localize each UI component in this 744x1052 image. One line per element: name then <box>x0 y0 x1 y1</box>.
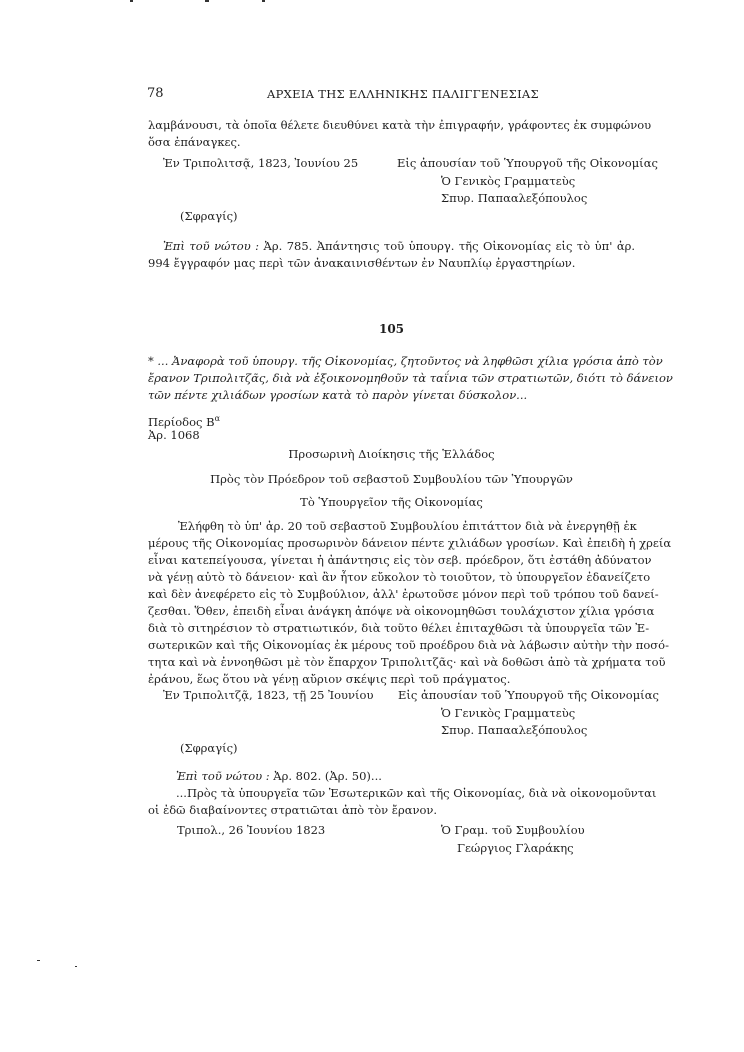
doc105-signer-title: Ὁ Γενικὸς Γραμματεὺς <box>441 706 576 720</box>
text-line: * ... Ἀναφορὰ τοῦ ὑπουργ. τῆς Οἰκονομίας, ζητοῦντος νὰ ληφθῶσι χίλια γρόσια ἀπὸ τὸν <box>148 354 663 368</box>
text-line: τητα καὶ νὰ ἐννοηθῶσι μὲ τὸν ἔπαρχον Τριπολιτζᾶς· καὶ νὰ δοθῶσι ἀπὸ τὰ χρήματα τοῦ <box>148 655 666 669</box>
doc105-summary <box>148 353 673 404</box>
text-line: μέρους τῆς Οἰκονομίας προσωρινὸν δάνειον πέντε χιλιάδων γροσίων. Καὶ ἐπειδὴ ἡ χρεία <box>148 536 672 550</box>
doc-ref: Ἀρ. 1068 <box>148 428 200 442</box>
text-line: ἐράνου, ἕως ὅτου νὰ γένῃ αὔριον σκέψις περὶ τοῦ πράγματος. <box>148 672 511 686</box>
verso-label: Ἐπὶ τοῦ νώτου : <box>163 239 260 253</box>
text-line: Ἐλήφθη τὸ ὑπ' ἀρ. 20 τοῦ σεβαστοῦ Συμβουλίου ἐπιτάττον διὰ νὰ ἐνεργηθῇ ἐκ <box>178 519 637 533</box>
doc105-seal: (Σφραγίς) <box>180 741 238 755</box>
doc105-verso <box>148 785 657 819</box>
text-line: ἔρανον Τριπολιτζᾶς, διὰ νὰ ἐξοικονομηθοῦν τὰ ταΐνια τῶν στρατιωτῶν, διότι τὸ δάνειον <box>148 371 673 385</box>
doc105-body <box>148 518 672 688</box>
text-line: νὰ γένῃ αὐτὸ τὸ δάνειον· καὶ ἂν ἦτον εὔκολον τὸ τοιοῦτον, τὸ ὑπουργεῖον ἐδανείζετο <box>148 570 651 584</box>
text-line: ὅσα ἐπάναγκες. <box>148 135 241 149</box>
text-line: καὶ δὲν ἀνεφέρετο εἰς τὸ Συμβούλιον, ἀλλ' ἐρωτοῦσε μόνον περὶ τοῦ τρόπου τοῦ δανεί- <box>148 587 659 601</box>
ministry: Τὸ Ὑπουργεῖον τῆς Οἰκονομίας <box>300 495 483 509</box>
doc104-verso <box>148 238 635 272</box>
scan-speck <box>37 960 40 961</box>
period-superscript: α <box>214 414 220 423</box>
text-line: εἶναι κατεπείγουσα, γίνεται ἡ ἀπάντησις εἰς τὸν σεβ. πρόεδρον, ὅτι ἐστάθη ἀδύνατον <box>148 553 652 567</box>
text-line: τῶν πέντε χιλιάδων γροσίων κατὰ τὸ παρὸν γίνεται δύσκολον... <box>148 388 528 402</box>
running-title: ΑΡΧΕΙΑ ΤΗΣ ΕΛΛΗΝΙΚΗΣ ΠΑΛΙΓΓΕΝΕΣΙΑΣ <box>267 87 539 101</box>
page-number: 78 <box>147 86 164 101</box>
text-line: ζεσθαι. Ὅθεν, ἐπειδὴ εἶναι ἀνάγκη ἀπόψε νὰ οἰκονομηθῶσι τουλάχιστον χίλια γρόσια <box>148 604 655 618</box>
text-line: οἱ ἐδῶ διαβαίνοντες στρατιῶται ἀπὸ τὸν ἔρανον. <box>148 803 438 817</box>
doc104-signer-title: Ὁ Γενικὸς Γραμματεὺς <box>441 174 576 188</box>
scan-speck <box>75 966 77 967</box>
closing-place-date: Τριπολ., 26 Ἰουνίου 1823 <box>177 823 326 837</box>
period-label: Περίοδος $B^\alpha$ <box>148 414 220 429</box>
text-line: διὰ τὸ σιτηρέσιον τὸ στρατιωτικόν, διὰ τοῦτο θέλει ἐπιταχθῶσι τὰ ὑπουργεῖα τῶν Ἐ- <box>148 621 650 635</box>
closing-signer-title: Ὁ Γραμ. τοῦ Συμβουλίου <box>441 823 585 837</box>
verso-label: Ἐπὶ τοῦ νώτου : <box>176 769 270 783</box>
doc104-continuation <box>148 117 652 151</box>
doc105-verso-head <box>176 768 382 785</box>
doc104-signer-name: Σπυρ. Παπααλεξόπουλος <box>441 191 588 205</box>
text-line: ...Πρὸς τὰ ὑπουργεῖα τῶν Ἐσωτερικῶν καὶ τῆς Οἰκονομίας, διὰ νὰ οἰκονομοῦνται <box>176 786 657 800</box>
doc104-place-date: Ἐν Τριπολιτσᾷ, 1823, Ἰουνίου 25 <box>163 156 359 170</box>
doc104-seal: (Σφραγίς) <box>180 209 238 223</box>
doc105-signer-name: Σπυρ. Παπααλεξόπουλος <box>441 723 588 737</box>
document-number: 105 <box>378 322 405 336</box>
doc105-place-date: Ἐν Τριπολιτζᾷ, 1823, τῇ 25 Ἰουνίου <box>163 688 374 702</box>
scan-speck <box>130 0 133 2</box>
verso-ref: Ἀρ. 802. (Ἀρ. 50)... <box>273 769 382 783</box>
doc105-absence-note: Εἰς ἀπουσίαν τοῦ Ὑπουργοῦ τῆς Οἰκονομίας <box>398 688 659 702</box>
scan-speck <box>205 0 209 2</box>
text-line: 994 ἔγγραφόν μας περὶ τῶν ἀνακαινισθέντων ἐν Ναυπλίῳ ἐργαστηρίων. <box>148 256 576 270</box>
addressee: Πρὸς τὸν Πρόεδρον τοῦ σεβαστοῦ Συμβουλίου τῶν Ὑπουργῶν <box>210 472 573 486</box>
closing-signer-name: Γεώργιος Γλαράκης <box>457 841 574 855</box>
issuer: Προσωρινὴ Διοίκησις τῆς Ἑλλάδος <box>288 447 495 461</box>
text-line: Ἀρ. 785. Ἀπάντησις τοῦ ὑπουργ. τῆς Οἰκονομίας εἰς τὸ ὑπ' ἀρ. <box>263 239 636 253</box>
text-line: σωτερικῶν καὶ τῆς Οἰκονομίας ἐκ μέρους τοῦ προέδρου διὰ νὰ λάβωσιν αὐτὴν τὴν ποσό- <box>148 638 669 652</box>
text-line: λαμβάνουσι, τὰ ὁποῖα θέλετε διευθύνει κατὰ τὴν ἐπιγραφήν, γράφοντες ἐκ συμφώνου <box>148 118 652 132</box>
scan-speck <box>262 0 265 2</box>
doc104-absence-note: Εἰς ἀπουσίαν τοῦ Ὑπουργοῦ τῆς Οἰκονομίας <box>397 156 658 170</box>
